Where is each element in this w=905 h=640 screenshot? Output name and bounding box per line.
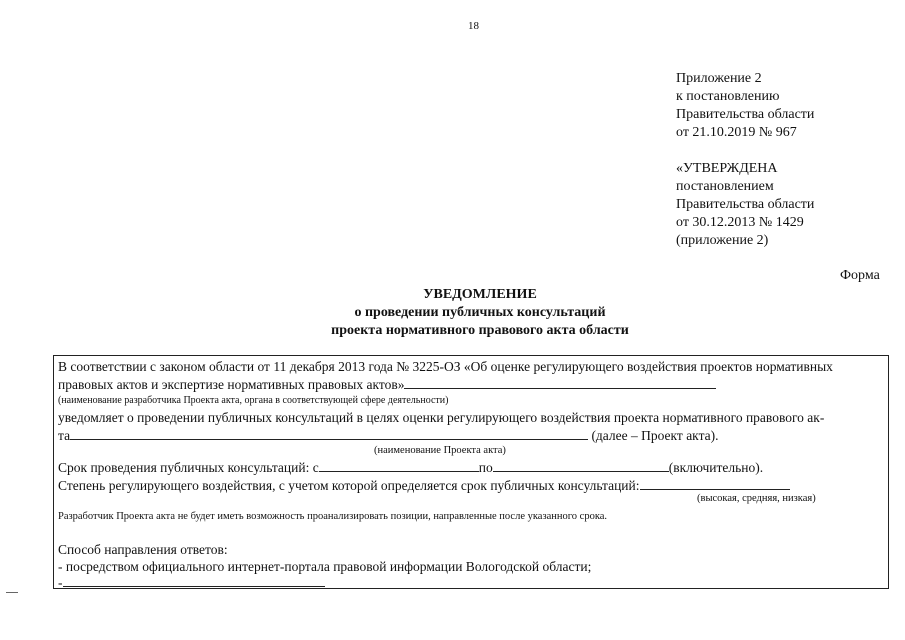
act-name-blank	[70, 427, 588, 440]
degree-line	[58, 477, 790, 494]
developer-hint: (наименование разработчика Проекта акта, органа в соответствующей сфере деятельности)	[58, 395, 449, 406]
degree-hint: (высокая, средняя, низкая)	[697, 493, 816, 504]
term-to: по	[478, 460, 493, 475]
body-paragraph-line: В соответствии с законом области от 11 декабря 2013 года № 3225-ОЗ «Об оценке регулирующего воздействия проектов нормативных	[58, 359, 833, 374]
body-text: та	[58, 428, 71, 443]
approved-line: от 30.12.2013 № 1429	[676, 215, 804, 230]
body-text: (далее – Проект акта).	[591, 428, 719, 443]
approved-line: (приложение 2)	[676, 233, 769, 248]
term-start-blank	[319, 459, 479, 472]
act-name-hint: (наименование Проекта акта)	[374, 445, 506, 456]
approved-line: постановлением	[676, 179, 774, 194]
approved-line: Правительства области	[676, 197, 815, 212]
appendix-line: Правительства области	[676, 107, 815, 122]
method-label: Способ направления ответов:	[58, 542, 228, 557]
title-main: УВЕДОМЛЕНИЕ	[423, 287, 537, 302]
title-sub2: проекта нормативного правового акта области	[331, 323, 629, 338]
degree-blank	[640, 477, 790, 490]
developer-line	[58, 376, 716, 393]
method-blank	[63, 574, 325, 587]
approved-block	[676, 160, 814, 250]
body-paragraph-line: уведомляет о проведении публичных консультаций в целях оценки регулирующего воздействия проекта нормативного правового ак-	[58, 410, 825, 425]
deadline-notice: Разработчик Проекта акта не будет иметь возможность проанализировать позиции, направленные после указанного срока.	[58, 511, 608, 522]
method-dash: -	[58, 575, 63, 590]
title-sub1: о проведении публичных консультаций	[354, 305, 606, 320]
act-name-line	[58, 427, 719, 444]
appendix-line: от 21.10.2019 № 967	[676, 125, 797, 140]
term-label: Срок проведения публичных консультаций: с	[58, 460, 319, 475]
approved-line: «УТВЕРЖДЕНА	[676, 161, 778, 176]
form-label: Форма	[840, 268, 880, 283]
page-number: 18	[468, 20, 479, 32]
term-end-blank	[493, 459, 669, 472]
margin-mark	[6, 592, 18, 593]
term-inclusive: (включительно).	[668, 460, 764, 475]
term-line	[58, 459, 763, 476]
body-text: правовых актов и экспертизе нормативных правовых актов»	[58, 377, 405, 392]
developer-blank	[404, 376, 716, 389]
degree-label: Степень регулирующего воздействия, с учетом которой определяется срок публичных консультаций:	[58, 478, 640, 493]
method-item-blank-line	[58, 574, 325, 591]
method-item: - посредством официального интернет-портала правовой информации Вологодской области;	[58, 559, 592, 574]
appendix-block	[676, 70, 814, 142]
appendix-line: к постановлению	[676, 89, 780, 104]
appendix-line: Приложение 2	[676, 71, 762, 86]
